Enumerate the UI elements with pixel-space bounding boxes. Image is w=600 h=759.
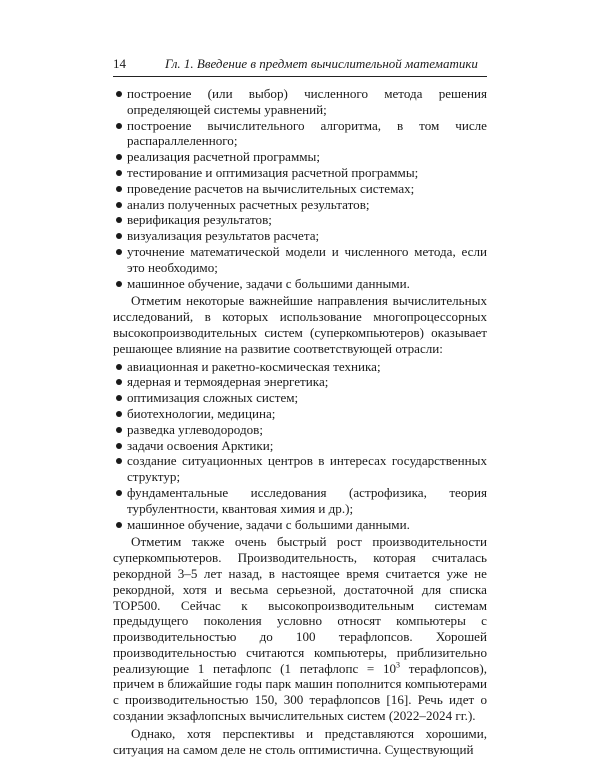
list-item: уточнение математической модели и численного метода, если это необходимо; — [113, 244, 487, 276]
list-item: верификация результатов; — [113, 212, 487, 228]
page-body — [113, 86, 487, 759]
list-item: разведка углеводородов; — [113, 422, 487, 438]
paragraph-performance — [113, 534, 487, 724]
list-item: построение (или выбор) численного метода решения определяющей системы уравнений; — [113, 86, 487, 118]
list-item: фундаментальные исследования (астрофизика, теория турбулентности, квантовая химия и др.); — [113, 485, 487, 517]
list-item: проведение расчетов на вычислительных системах; — [113, 181, 487, 197]
list-item: машинное обучение, задачи с большими данными. — [113, 276, 487, 292]
list-item: ядерная и термоядерная энергетика; — [113, 374, 487, 390]
list-item: реализация расчетной программы; — [113, 149, 487, 165]
list-item: авиационная и ракетно-космическая техника; — [113, 359, 487, 375]
list-item: визуализация результатов расчета; — [113, 228, 487, 244]
page-number: 14 — [113, 56, 126, 71]
running-title: Гл. 1. Введение в предмет вычислительной математики — [165, 56, 478, 71]
paragraph-however: Однако, хотя перспективы и представляются хорошими, ситуация на самом деле не столь оптимистична. Существующий — [113, 725, 487, 757]
exponent: 3 — [396, 660, 401, 670]
directions-list — [113, 359, 487, 533]
performance-text-part2: терафлопсов), причем в ближайшие годы парк машин пополнится компьютерами с производительностью 150, 300 терафлопсов [16]. Речь идет о создании экзафлопсных вычислительных систем (2022–2024 гг.). — [113, 660, 488, 724]
research-steps-list — [113, 86, 487, 291]
list-item: задачи освоения Арктики; — [113, 438, 487, 454]
list-item: создание ситуационных центров в интересах государственных структур; — [113, 453, 487, 485]
list-item: машинное обучение, задачи с большими данными. — [113, 517, 487, 533]
page-header — [113, 56, 487, 77]
list-item: анализ полученных расчетных результатов; — [113, 197, 487, 213]
list-item: тестирование и оптимизация расчетной программы; — [113, 165, 487, 181]
paragraph-directions: Отметим некоторые важнейшие направления вычислительных исследований, в которых использование многопроцессорных высокопроизводительных систем (суперкомпьютеров) оказывает решающее влияние на развитие соответствующей отрасли: — [113, 293, 487, 356]
list-item: построение вычислительного алгоритма, в том числе распараллеленного; — [113, 118, 487, 150]
list-item: оптимизация сложных систем; — [113, 390, 487, 406]
list-item: биотехнологии, медицина; — [113, 406, 487, 422]
performance-text-part1: Отметим также очень быстрый рост производительности суперкомпьютеров. Производительность, которая считалась рекордной 3–5 лет назад, в настоящее время считается уже не рекордной, хотя и весьма серьезной, достаточной для списка TOP500. Сейчас к высокопроизводительным системам предыдущего поколения условно относят компьютеры с производительностью до 100 терафлопсов. Хорошей производительностью считаются компьютеры, приблизительно реализующие 1 петафлопс (1 петафлопс = 10 — [113, 534, 487, 676]
